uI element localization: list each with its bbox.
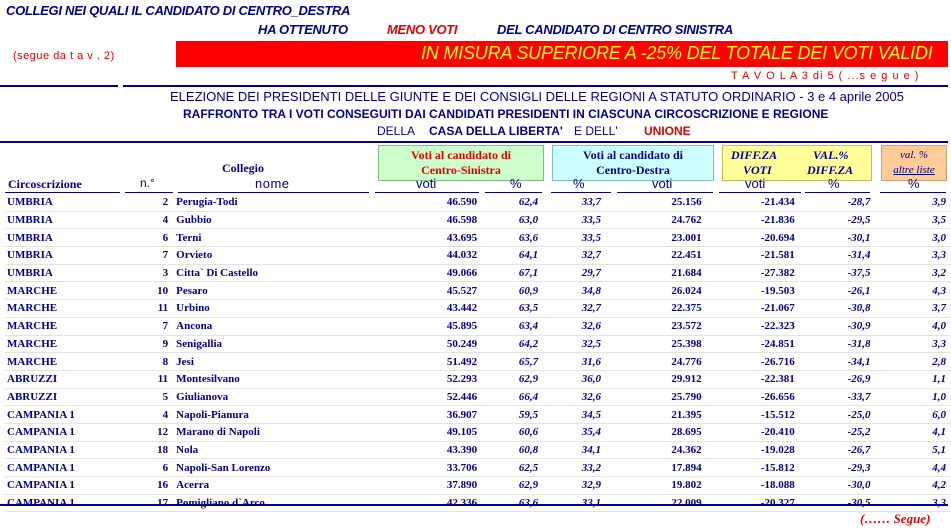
row-collegio-number: 2 [122, 194, 171, 211]
row-cd-voti: 21.395 [607, 406, 708, 424]
row-diff-voti: -20.327 [708, 494, 806, 512]
diff-pct-header: % [828, 176, 840, 191]
row-collegio-number: 7 [122, 247, 171, 265]
row-diff-pct: -25,2 [806, 423, 883, 441]
table-row [5, 247, 951, 265]
header-line2b: MENO VOTI [387, 22, 458, 37]
row-circoscrizione: MARCHE [5, 300, 122, 318]
row-collegio-name: Senigallia [171, 335, 364, 353]
row-diff-voti: -21.067 [708, 300, 806, 318]
u10 [880, 192, 946, 193]
tavola-label: T A V O L A 3 di 5 ( ...s e g u e ) [731, 70, 920, 82]
row-circoscrizione: CAMPANIA 1 [5, 459, 122, 477]
row-cs-voti: 45.527 [365, 282, 481, 300]
row-cs-pct: 63,4 [480, 317, 543, 335]
row-collegio-number: 16 [122, 477, 171, 495]
row-diff-voti: -18.088 [708, 477, 806, 495]
row-cs-pct: 63,6 [480, 229, 543, 247]
row-cd-pct: 36,0 [543, 370, 607, 388]
u3 [178, 192, 369, 193]
diff-header-voti-1: DIFF.ZA [731, 148, 778, 162]
row-collegio-number: 11 [122, 370, 171, 388]
n-header: n.° [140, 176, 155, 190]
row-cs-pct: 62,9 [480, 370, 543, 388]
row-circoscrizione: UMBRIA [5, 229, 122, 247]
diff-header-pct-1: VAL.% [813, 148, 849, 162]
row-collegio-name: Nola [171, 441, 364, 459]
row-cd-voti: 25.398 [607, 335, 708, 353]
nome-header: nome [255, 176, 290, 191]
row-cs-voti: 44.032 [365, 247, 481, 265]
row-diff-pct: -30,5 [806, 494, 883, 512]
cs-header-line2: Centro-Sinistra [421, 163, 501, 177]
row-cs-pct: 59,5 [480, 406, 543, 424]
row-other-pct: 4,3 [883, 282, 951, 300]
row-other-pct: 2,8 [883, 353, 951, 371]
table-row [5, 229, 951, 247]
row-cd-voti: 23.001 [607, 229, 708, 247]
row-collegio-number: 6 [122, 459, 171, 477]
row-circoscrizione: MARCHE [5, 335, 122, 353]
row-collegio-name: Acerra [171, 477, 364, 495]
collegio-header: Collegio [222, 161, 264, 175]
subtitle-e-dell: E DELL' [574, 124, 618, 138]
row-cd-voti: 17.894 [607, 459, 708, 477]
row-circoscrizione: CAMPANIA 1 [5, 494, 122, 512]
row-circoscrizione: MARCHE [5, 317, 122, 335]
row-other-pct: 4,4 [883, 459, 951, 477]
cs-header-line1: Voti al candidato di [411, 148, 511, 162]
row-circoscrizione: ABRUZZI [5, 388, 122, 406]
row-collegio-number: 18 [122, 441, 171, 459]
row-diff-voti: -21.836 [708, 211, 806, 229]
row-circoscrizione: UMBRIA [5, 211, 122, 229]
row-diff-voti: -15.512 [708, 406, 806, 424]
u1 [5, 192, 120, 193]
row-cs-voti: 37.890 [365, 477, 481, 495]
row-cd-pct: 29,7 [543, 264, 607, 282]
row-collegio-name: Terni [171, 229, 364, 247]
row-cs-voti: 50.249 [365, 335, 481, 353]
row-cs-pct: 67,1 [480, 264, 543, 282]
row-cs-voti: 43.390 [365, 441, 481, 459]
row-collegio-name: Pomigliano d`Arco [171, 494, 364, 512]
data-table [5, 194, 951, 512]
row-other-pct: 1,0 [883, 388, 951, 406]
row-cd-voti: 24.362 [607, 441, 708, 459]
row-cd-pct: 35,4 [543, 423, 607, 441]
row-cs-pct: 64,1 [480, 247, 543, 265]
row-diff-pct: -26,1 [806, 282, 883, 300]
other-pct-header: % [908, 176, 920, 191]
row-cd-voti: 29.912 [607, 370, 708, 388]
row-collegio-name: Urbino [171, 300, 364, 318]
row-cs-voti: 52.446 [365, 388, 481, 406]
row-cs-pct: 63,5 [480, 300, 543, 318]
row-collegio-name: Marano di Napoli [171, 423, 364, 441]
cs-voti-header: voti [416, 176, 437, 191]
row-cs-voti: 49.066 [365, 264, 481, 282]
row-collegio-number: 11 [122, 300, 171, 318]
row-diff-pct: -33,7 [806, 388, 883, 406]
row-diff-voti: -20.410 [708, 423, 806, 441]
rule-right [123, 85, 948, 87]
row-other-pct: 4,1 [883, 423, 951, 441]
row-diff-voti: -21.581 [708, 247, 806, 265]
row-other-pct: 3,7 [883, 300, 951, 318]
footer-segue: (…… Segue) [860, 511, 931, 526]
row-cd-pct: 34,5 [543, 406, 607, 424]
row-circoscrizione: CAMPANIA 1 [5, 477, 122, 495]
row-cd-voti: 22.451 [607, 247, 708, 265]
row-cd-pct: 33,5 [543, 211, 607, 229]
u4 [375, 192, 479, 193]
row-collegio-name: Orvieto [171, 247, 364, 265]
row-collegio-name: Napoli-Pianura [171, 406, 364, 424]
row-circoscrizione: CAMPANIA 1 [5, 406, 122, 424]
row-cs-pct: 62,9 [480, 477, 543, 495]
header-line2a: HA OTTENUTO [258, 22, 348, 37]
u5 [485, 192, 542, 193]
row-other-pct: 3,5 [883, 211, 951, 229]
row-other-pct: 4,0 [883, 317, 951, 335]
row-collegio-name: Giulianova [171, 388, 364, 406]
diff-voti-header: voti [745, 176, 766, 191]
row-cd-pct: 34,1 [543, 441, 607, 459]
row-other-pct: 1,1 [883, 370, 951, 388]
row-circoscrizione: MARCHE [5, 353, 122, 371]
subtitle-line2: RAFFRONTO TRA I VOTI CONSEGUITI DAI CANDIDATI PRESIDENTI IN CIASCUNA CIRCOSCRIZIONE E REGIONE [183, 107, 829, 121]
row-circoscrizione: UMBRIA [5, 247, 122, 265]
row-diff-pct: -30,0 [806, 477, 883, 495]
row-cs-voti: 42.336 [365, 494, 481, 512]
row-collegio-name: Gubbio [171, 211, 364, 229]
row-collegio-name: Pesaro [171, 282, 364, 300]
row-collegio-number: 17 [122, 494, 171, 512]
row-diff-pct: -26,7 [806, 441, 883, 459]
row-diff-voti: -19.028 [708, 441, 806, 459]
header-line1: COLLEGI NEI QUALI IL CANDIDATO DI CENTRO_DESTRA [6, 3, 351, 18]
row-diff-voti: -21.434 [708, 194, 806, 211]
red-banner [176, 41, 948, 67]
circ-header: Circoscrizione [8, 177, 82, 191]
u8 [719, 192, 801, 193]
row-cs-voti: 36.907 [365, 406, 481, 424]
row-diff-pct: -30,9 [806, 317, 883, 335]
row-cs-pct: 62,5 [480, 459, 543, 477]
row-cd-pct: 32,6 [543, 388, 607, 406]
row-cd-voti: 21.684 [607, 264, 708, 282]
row-diff-pct: -26,9 [806, 370, 883, 388]
row-collegio-number: 3 [122, 264, 171, 282]
row-diff-voti: -26.716 [708, 353, 806, 371]
row-cd-pct: 32,5 [543, 335, 607, 353]
row-circoscrizione: CAMPANIA 1 [5, 423, 122, 441]
row-cs-voti: 46.598 [365, 211, 481, 229]
other-header-line1: val. % [899, 149, 929, 161]
row-collegio-name: Napoli-San Lorenzo [171, 459, 364, 477]
table-row [5, 459, 951, 477]
row-collegio-number: 12 [122, 423, 171, 441]
row-cd-pct: 32,9 [543, 477, 607, 495]
row-cd-voti: 24.762 [607, 211, 708, 229]
cd-header-line2: Centro-Destra [596, 163, 670, 177]
cd-header-line1: Voti al candidato di [583, 148, 683, 162]
table-row [5, 194, 951, 211]
table-row [5, 406, 951, 424]
row-collegio-number: 8 [122, 353, 171, 371]
row-cd-voti: 22.375 [607, 300, 708, 318]
row-cs-pct: 62,4 [480, 194, 543, 211]
row-cd-pct: 31,6 [543, 353, 607, 371]
row-cs-voti: 46.590 [365, 194, 481, 211]
row-cs-voti: 49.105 [365, 423, 481, 441]
row-diff-pct: -31,4 [806, 247, 883, 265]
row-other-pct: 3,9 [883, 194, 951, 211]
diff-header-pct-2: DIFF.ZA [807, 163, 854, 177]
row-cd-pct: 33,5 [543, 229, 607, 247]
subtitle-casa-liberta: CASA DELLA LIBERTA' [429, 124, 563, 138]
row-cs-voti: 43.442 [365, 300, 481, 318]
subtitle-unione: UNIONE [644, 124, 691, 138]
row-diff-pct: -28,7 [806, 194, 883, 211]
row-cd-voti: 25.790 [607, 388, 708, 406]
row-cs-pct: 63,6 [480, 494, 543, 512]
other-header-line2: altre liste [893, 164, 935, 176]
row-collegio-number: 4 [122, 211, 171, 229]
segue-tav-label: (segue da t a v . 2) [13, 50, 115, 62]
row-collegio-name: Ancona [171, 317, 364, 335]
table-row [5, 317, 951, 335]
row-other-pct: 3,2 [883, 264, 951, 282]
row-circoscrizione: UMBRIA [5, 264, 122, 282]
row-other-pct: 3,3 [883, 494, 951, 512]
row-cs-voti: 52.293 [365, 370, 481, 388]
row-circoscrizione: UMBRIA [5, 194, 122, 211]
table-row [5, 477, 951, 495]
row-collegio-number: 7 [122, 317, 171, 335]
row-diff-voti: -26.656 [708, 388, 806, 406]
row-cd-pct: 33,1 [543, 494, 607, 512]
row-cd-pct: 32,7 [543, 247, 607, 265]
row-diff-pct: -29,5 [806, 211, 883, 229]
row-diff-voti: -22.381 [708, 370, 806, 388]
row-other-pct: 3,3 [883, 335, 951, 353]
rule-table-top [0, 141, 948, 143]
row-collegio-name: Perugia-Todi [171, 194, 364, 211]
rule-table-bottom [0, 504, 948, 506]
row-other-pct: 3,3 [883, 247, 951, 265]
table-row [5, 353, 951, 371]
row-diff-pct: -30,1 [806, 229, 883, 247]
row-diff-pct: -31,8 [806, 335, 883, 353]
row-collegio-name: Montesilvano [171, 370, 364, 388]
row-cd-voti: 25.156 [607, 194, 708, 211]
cd-pct-header: % [573, 176, 585, 191]
row-diff-pct: -25,0 [806, 406, 883, 424]
row-collegio-number: 10 [122, 282, 171, 300]
table-row [5, 388, 951, 406]
row-diff-voti: -27.382 [708, 264, 806, 282]
row-cd-pct: 34,8 [543, 282, 607, 300]
row-cd-pct: 33,7 [543, 194, 607, 211]
banner-text: IN MISURA SUPERIORE A -25% DEL TOTALE DEI VOTI VALIDI [421, 43, 933, 63]
table-row [5, 282, 951, 300]
row-cs-voti: 43.695 [365, 229, 481, 247]
row-other-pct: 3,0 [883, 229, 951, 247]
row-diff-voti: -24.851 [708, 335, 806, 353]
row-cd-pct: 33,2 [543, 459, 607, 477]
row-collegio-number: 5 [122, 388, 171, 406]
row-cd-pct: 32,7 [543, 300, 607, 318]
row-cd-voti: 26.024 [607, 282, 708, 300]
header-line2c: DEL CANDIDATO DI CENTRO SINISTRA [497, 22, 733, 37]
row-other-pct: 4,2 [883, 477, 951, 495]
subtitle-della: DELLA [377, 124, 416, 138]
table-row [5, 264, 951, 282]
row-cs-pct: 63,0 [480, 211, 543, 229]
row-cd-voti: 19.802 [607, 477, 708, 495]
row-circoscrizione: CAMPANIA 1 [5, 441, 122, 459]
u6 [551, 192, 611, 193]
row-cs-pct: 65,7 [480, 353, 543, 371]
row-diff-pct: -37,5 [806, 264, 883, 282]
u2 [125, 192, 173, 193]
row-cd-voti: 23.572 [607, 317, 708, 335]
row-diff-voti: -15.812 [708, 459, 806, 477]
row-cs-pct: 60,6 [480, 423, 543, 441]
row-diff-pct: -34,1 [806, 353, 883, 371]
cd-voti-header: voti [652, 176, 673, 191]
table-row [5, 211, 951, 229]
cs-pct-header: % [510, 176, 522, 191]
row-diff-voti: -22.323 [708, 317, 806, 335]
row-cs-voti: 45.895 [365, 317, 481, 335]
row-cd-voti: 24.776 [607, 353, 708, 371]
row-cd-voti: 22.009 [607, 494, 708, 512]
row-cs-pct: 60,9 [480, 282, 543, 300]
row-collegio-number: 4 [122, 406, 171, 424]
row-other-pct: 6,0 [883, 406, 951, 424]
rule-left [0, 85, 118, 87]
row-collegio-name: Jesi [171, 353, 364, 371]
row-diff-voti: -20.694 [708, 229, 806, 247]
row-diff-pct: -29,3 [806, 459, 883, 477]
row-cd-pct: 32,6 [543, 317, 607, 335]
row-cs-voti: 33.706 [365, 459, 481, 477]
row-cs-pct: 66,4 [480, 388, 543, 406]
u7 [617, 192, 713, 193]
table-row [5, 335, 951, 353]
row-diff-pct: -30,8 [806, 300, 883, 318]
u9 [805, 192, 870, 193]
row-collegio-number: 6 [122, 229, 171, 247]
row-diff-voti: -19.503 [708, 282, 806, 300]
row-circoscrizione: ABRUZZI [5, 370, 122, 388]
table-row [5, 300, 951, 318]
row-cd-voti: 28.695 [607, 423, 708, 441]
row-cs-voti: 51.492 [365, 353, 481, 371]
row-circoscrizione: MARCHE [5, 282, 122, 300]
table-row [5, 423, 951, 441]
diff-header-voti-2: VOTI [743, 163, 772, 177]
row-cs-pct: 60,8 [480, 441, 543, 459]
row-other-pct: 5,1 [883, 441, 951, 459]
row-collegio-name: Citta` Di Castello [171, 264, 364, 282]
subtitle-line1: ELEZIONE DEI PRESIDENTI DELLE GIUNTE E DEI CONSIGLI DELLE REGIONI A STATUTO ORDINARIO - 3 e 4 aprile 2005 [170, 89, 904, 104]
row-collegio-number: 9 [122, 335, 171, 353]
row-cs-pct: 64,2 [480, 335, 543, 353]
table-row [5, 441, 951, 459]
table-row [5, 370, 951, 388]
